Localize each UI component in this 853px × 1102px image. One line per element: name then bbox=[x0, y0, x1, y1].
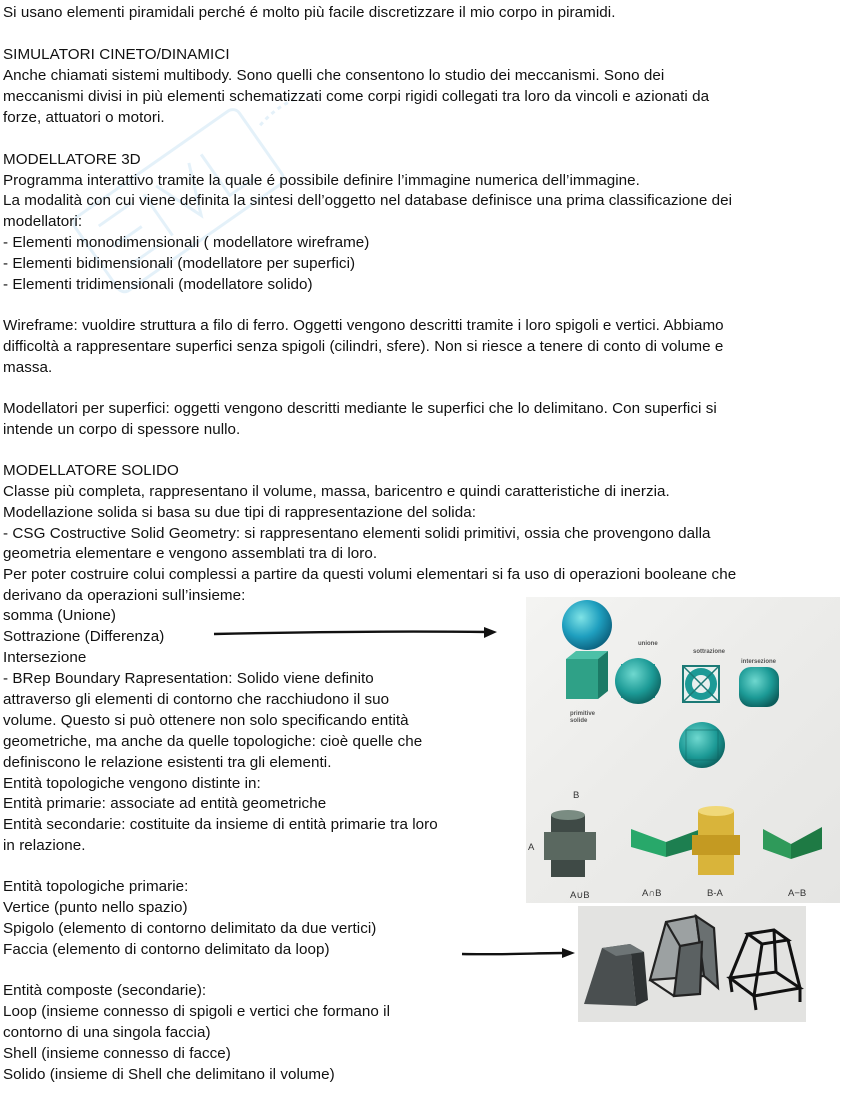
label-unione: unione bbox=[638, 641, 658, 647]
list-item: - BRep Boundary Rapresentation: Solido viene definito bbox=[3, 670, 374, 687]
caption-union: A∪B bbox=[570, 890, 590, 901]
text-line: Spigolo (elemento di contorno delimitato da due vertici) bbox=[3, 920, 377, 937]
arrow-right-icon bbox=[212, 624, 502, 642]
text-line: forze, attuatori o motori. bbox=[3, 109, 165, 126]
label-intersezione: intersezione bbox=[741, 659, 777, 665]
section-heading: MODELLATORE SOLIDO bbox=[3, 462, 179, 479]
solid-frustum-shape bbox=[584, 944, 648, 1006]
sphere-primitive bbox=[562, 600, 612, 650]
text-line: definiscono le relazione esistenti tra gli elementi. bbox=[3, 754, 332, 771]
text-line: Faccia (elemento di contorno delimitato da loop) bbox=[3, 941, 330, 958]
brep-illustration bbox=[578, 906, 806, 1022]
text-line: difficoltà a rappresentare superfici senza spigoli (cilindri, sfere). Non si riesce a tenere di conto di volume e bbox=[3, 338, 724, 355]
text-line: Shell (insieme connesso di facce) bbox=[3, 1045, 231, 1062]
text-line: Programma interattivo tramite la quale é possibile definire l’immagine numerica dell’immagine. bbox=[3, 172, 640, 189]
text-line: Entità primarie: associate ad entità geometriche bbox=[3, 795, 327, 812]
text-line: Classe più completa, rappresentano il volume, massa, baricentro e quindi caratteristiche di inerzia. bbox=[3, 483, 670, 500]
text-line: Loop (insieme connesso di spigoli e vertici che formano il bbox=[3, 1003, 390, 1020]
text-line: geometriche, ma anche da quelle topologiche: cioè quelle che bbox=[3, 733, 423, 750]
list-item: - CSG Costructive Solid Geometry: si rappresentano elementi solidi primitivi, ossia che provengono dalla bbox=[3, 525, 711, 542]
text-line: Anche chiamati sistemi multibody. Sono quelli che consentono lo studio dei meccanismi. Sono dei bbox=[3, 67, 665, 84]
caption-intersection: A∩B bbox=[642, 888, 662, 899]
text-line: Entità secondarie: costituite da insieme di entità primarie tra loro bbox=[3, 816, 438, 833]
brep-frustum-figure bbox=[578, 906, 806, 1022]
text-line: Per poter costruire colui complessi a partire da questi volumi elementari si fa uso di operazioni booleane che bbox=[3, 566, 737, 583]
text-line: meccanismi divisi in più elementi schematizzati come corpi rigidi collegati tra loro da vincoli e azionati da bbox=[3, 88, 710, 105]
text-line: intende un corpo di spessore nullo. bbox=[3, 421, 241, 438]
text-line: contorno di una singola faccia) bbox=[3, 1024, 211, 1041]
text-line: Si usano elementi piramidali perché é molto più facile discretizzare il mio corpo in piramidi. bbox=[3, 4, 616, 21]
watermark-logo bbox=[40, 40, 400, 340]
intersection-bowtie-shape bbox=[631, 829, 701, 857]
section-heading: MODELLATORE 3D bbox=[3, 151, 141, 168]
union-cross-shape bbox=[544, 810, 596, 877]
text-line: Solido (insieme di Shell che delimitano il volume) bbox=[3, 1066, 335, 1083]
text-line: Entità composte (secondarie): bbox=[3, 982, 207, 999]
text-line: in relazione. bbox=[3, 837, 86, 854]
caption-a-minus-b: A−B bbox=[788, 888, 807, 899]
text-line: somma (Unione) bbox=[3, 607, 116, 624]
section-heading: SIMULATORI CINETO/DINAMICI bbox=[3, 46, 230, 63]
label-b: B bbox=[573, 790, 580, 801]
text-line: volume. Questo si può ottenere non solo specificando entità bbox=[3, 712, 409, 729]
text-line: derivano da operazioni sull’insieme: bbox=[3, 587, 246, 604]
text-line: Vertice (punto nello spazio) bbox=[3, 899, 188, 916]
list-item: - Elementi bidimensionali (modellatore per superfici) bbox=[3, 255, 356, 272]
shell-frustum-shape bbox=[650, 916, 718, 996]
text-line: Entità topologiche primarie: bbox=[3, 878, 189, 895]
subtraction-shape bbox=[683, 666, 719, 702]
text-line: La modalità con cui viene definita la sintesi dell’oggetto nel database definisce una prima classificazione dei bbox=[3, 192, 733, 209]
csg-illustration bbox=[526, 597, 840, 903]
text-line: Modellazione solida si basa su due tipi di rappresentazione del solida: bbox=[3, 504, 476, 521]
text-line: Entità topologiche vengono distinte in: bbox=[3, 775, 261, 792]
label-a: A bbox=[528, 842, 535, 853]
text-line: attraverso gli elementi di contorno che racchiudono il suo bbox=[3, 691, 390, 708]
text-line: massa. bbox=[3, 359, 53, 376]
difference-gold-shape bbox=[692, 806, 740, 875]
list-item: - Elementi monodimensionali ( modellatore wireframe) bbox=[3, 234, 370, 251]
label-primitive: primitive bbox=[570, 711, 596, 717]
wireframe-frustum-shape bbox=[730, 930, 800, 1010]
text-line: Intersezione bbox=[3, 649, 87, 666]
cube-primitive bbox=[566, 651, 608, 699]
label-solide: solide bbox=[570, 718, 588, 724]
list-item: - Elementi tridimensionali (modellatore solido) bbox=[3, 276, 313, 293]
text-line: Modellatori per superfici: oggetti vengono descritti mediante le superfici che lo delimitano. Con superfici si bbox=[3, 400, 717, 417]
csg-boolean-figure bbox=[526, 597, 840, 903]
label-sottrazione: sottrazione bbox=[693, 649, 726, 655]
text-line: geometria elementare e vengono assemblati tra di loro. bbox=[3, 545, 378, 562]
text-line: modellatori: bbox=[3, 213, 83, 230]
caption-b-minus-a: B-A bbox=[707, 888, 723, 899]
union-shape bbox=[615, 658, 661, 704]
text-line: Sottrazione (Differenza) bbox=[3, 628, 165, 645]
intersection-shape bbox=[739, 667, 779, 707]
text-line: Wireframe: vuoldire struttura a filo di ferro. Oggetti vengono descritti tramite i loro spigoli e vertici. Abbiamo bbox=[3, 317, 724, 334]
arrow-right-icon bbox=[460, 945, 580, 961]
difference-green-shape bbox=[763, 827, 822, 859]
